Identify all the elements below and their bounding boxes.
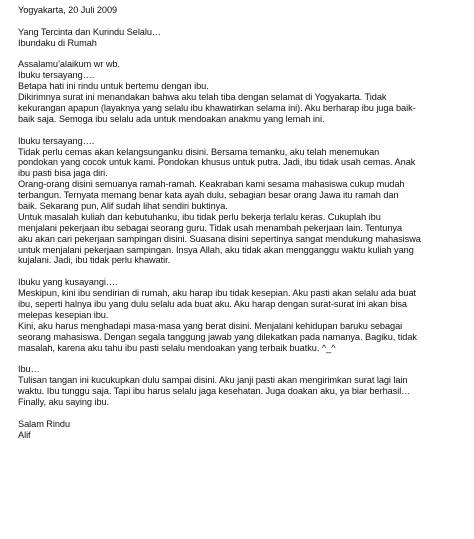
body-line: Orang-orang disini semuanya ramah-ramah. Keakraban kami sesama mahasiswa cukup mudah (18, 179, 405, 190)
body-line: Meskipun, kini ibu sendirian di rumah, aku harap ibu tidak kesepian. Aku pasti akan selalu ada buat (18, 288, 417, 299)
body-line: ibu, seperti halnya ibu yang dulu selalu ada buat aku. Aku harap dengan surat-surat ini akan bisa (18, 299, 407, 310)
body-line: aku akan cari pekerjaan sampingan disini. Suasana disini sepertinya sangat mendukung mahasiswa (18, 233, 421, 244)
spacer (18, 16, 464, 27)
recipient-line: Yang Tercinta dan Kurindu Selalu… (18, 26, 162, 37)
spacer (18, 354, 464, 365)
salutation-line: Ibuku tersayang…. (18, 70, 95, 81)
body-line: masalah, karena aku tahu ibu pasti selalu mendoakan yang terbaik buatku. ^_^ (18, 342, 336, 353)
body-line: waktu. Ibu tunggu saja. Tapi ibu harus selalu jaga kesehatan. Juga doakan aku, ya biar berhasil… (18, 386, 411, 397)
body-line: baik. Sekarang pun, Alif sudah lihat sendiri buktinya. (18, 201, 228, 212)
body-line: Dikirimnya surat ini menandakan bahwa aku telah tiba dengan selamat di Yogyakarta. Tidak (18, 92, 387, 103)
body-line: terbangun. Ternyata memang benar kata ayah dulu, sebagian besar orang Jawa itu ramah dan (18, 190, 399, 201)
signature-name: Alif (18, 429, 31, 440)
body-line: pondokan yang cocok untuk kami. Pondokan khusus untuk putra. Jadi, ibu tidak usah cemas. Anak (18, 157, 416, 168)
body-line: Betapa hati ini rindu untuk bertemu dengan ibu. (18, 81, 209, 92)
body-line: melepas kesepian ibu. (18, 309, 109, 320)
body-line: Tulisan tangan ini kucukupkan dulu sampai disini. Aku janji pasti akan mengirimkan surat lagi lain (18, 375, 408, 386)
body-line: Finally, aku saying ibu. (18, 397, 110, 408)
letter-date: Yogyakarta, 20 Juli 2009 (18, 5, 118, 15)
salutation-line: Ibuku tersayang…. (18, 135, 95, 146)
body-line: kujalani. Jadi, ibu tidak perlu khawatir. (18, 255, 171, 266)
body-line: baik saja. Semoga ibu selalu ada untuk mendoakan anakmu yang lemah ini. (18, 113, 325, 124)
closing-line: Salam Rindu (18, 418, 71, 429)
spacer (18, 125, 464, 136)
body-line: kekurangan apapun (layaknya yang selalu ibu khawatirkan selama ini). Aku berharap ibu juga baik- (18, 103, 416, 114)
greeting-line: Assalamu’alaikum wr wb. (18, 59, 120, 70)
spacer (18, 408, 464, 419)
salutation-line: Ibu… (18, 364, 40, 375)
recipient-line: Ibundaku di Rumah (18, 37, 97, 48)
spacer (18, 266, 464, 277)
body-line: Tidak perlu cemas akan kelangsunganku disini. Bersama temanku, aku telah menemukan (18, 146, 380, 157)
body-line: menjalani pekerjaan ibu sebagai seorang guru. Tidak usah menambah pekerjaan lain. Tentunya (18, 222, 403, 233)
body-line: ibu pasti bisa jaga diri. (18, 168, 108, 179)
body-line: untuk menjalani pekerjaan sampingan. Insya Allah, aku tidak akan mengganggu waktu kuliah yang (18, 244, 414, 255)
spacer (18, 49, 464, 60)
body-line: Untuk masalah kuliah dan kebutuhanku, ibu tidak perlu bekerja terlalu keras. Cukuplah ibu (18, 211, 381, 222)
body-line: Kini, aku harus menghadapi masa-masa yang berat disini. Menjalani kehidupan baruku sebagai (18, 320, 403, 331)
salutation-line: Ibuku yang kusayangi…. (18, 277, 118, 288)
body-line: seorang mahasiswa. Dengan segala tanggung jawab yang dilekatkan pada namanya. Bagiku, tidak (18, 331, 417, 342)
